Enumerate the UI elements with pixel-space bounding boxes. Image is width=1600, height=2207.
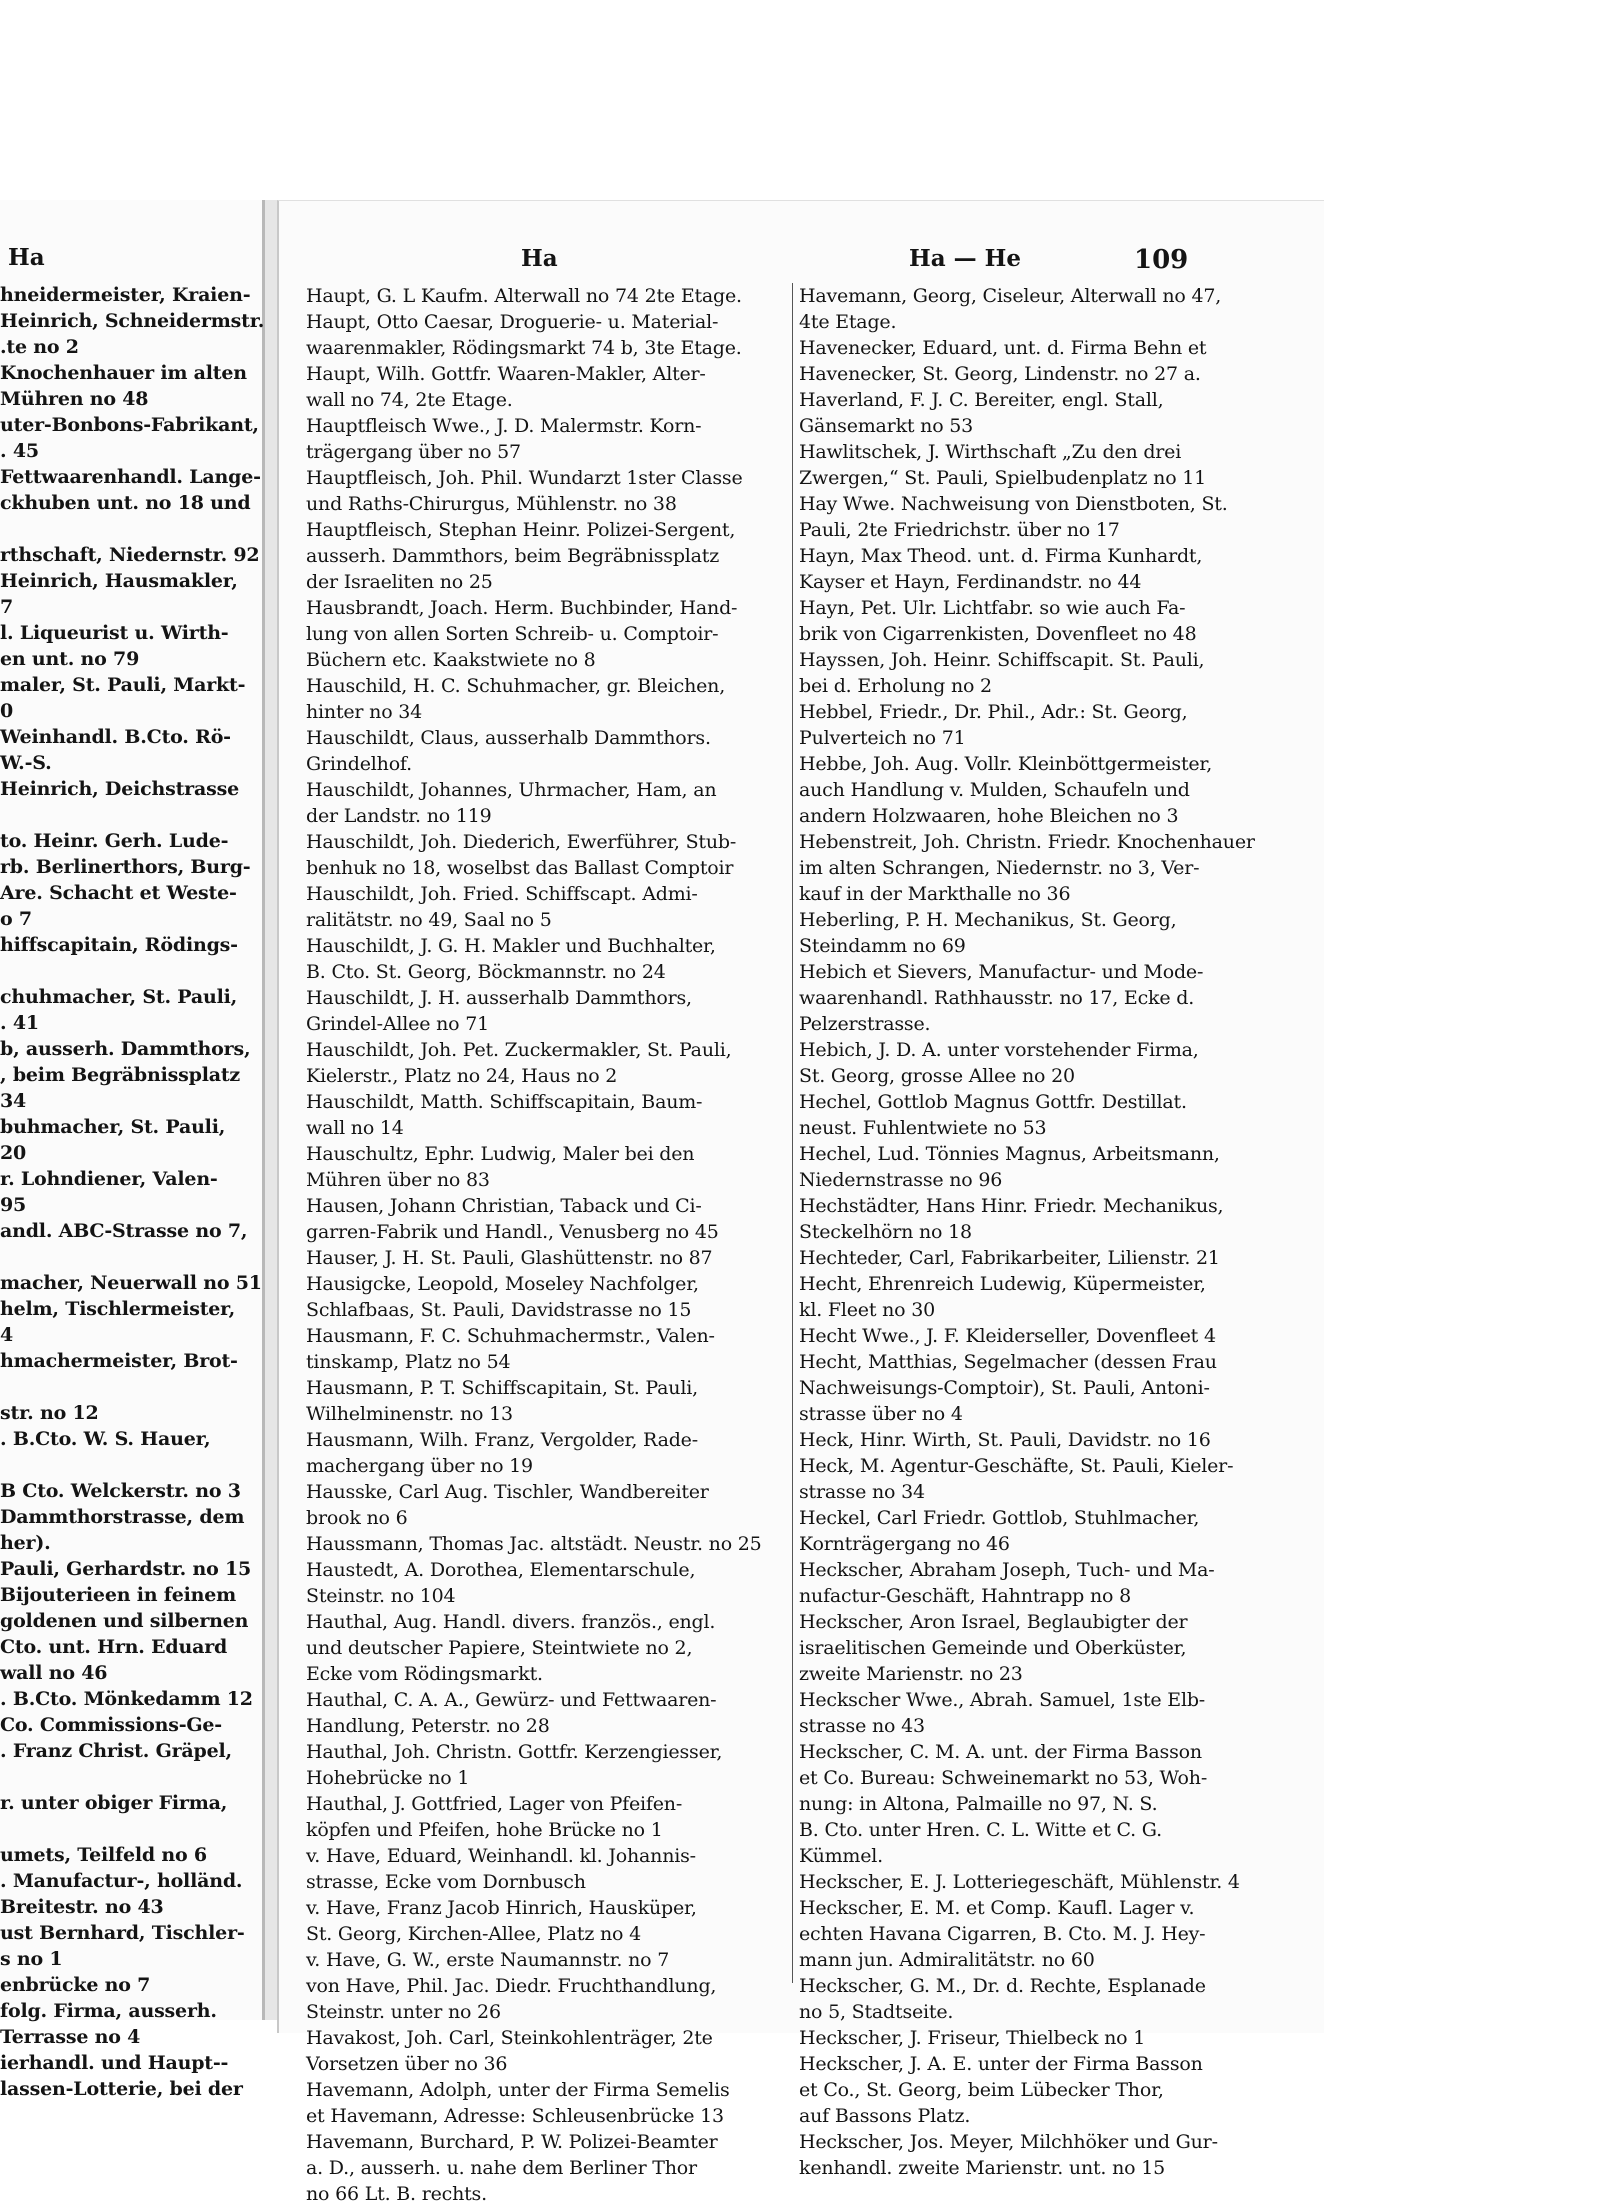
directory-entry-line xyxy=(0,516,258,542)
directory-entry-line: Fettwaarenhandl. Lange- xyxy=(0,466,261,488)
directory-entry-line: 34 xyxy=(0,1090,27,1112)
directory-entry-line: Heinrich, Schneidermstr. xyxy=(0,310,265,332)
directory-entry-line: Steinstr. no 104 xyxy=(306,1585,456,1607)
directory-entry-line: Heckscher, Aron Israel, Beglaubigter der xyxy=(799,1611,1188,1633)
directory-entry-line: Ecke vom Rödingsmarkt. xyxy=(306,1663,543,1685)
directory-entry-line: von Have, Phil. Jac. Diedr. Fruchthandlung, xyxy=(306,1975,717,1997)
directory-entry-line: brook no 6 xyxy=(306,1507,408,1529)
directory-entry-line: Hebich, J. D. A. unter vorstehender Firma, xyxy=(799,1039,1199,1061)
directory-entry-line: Pauli, Gerhardstr. no 15 xyxy=(0,1558,252,1580)
directory-entry-line: Heberling, P. H. Mechanikus, St. Georg, xyxy=(799,909,1177,931)
directory-entry-line: tinskamp, Platz no 54 xyxy=(306,1351,511,1373)
directory-entry-line: r. Lohndiener, Valen- xyxy=(0,1168,218,1190)
directory-entry-line: Havemann, Georg, Ciseleur, Alterwall no 47, xyxy=(799,285,1222,307)
directory-entry-line: v. Have, Eduard, Weinhandl. kl. Johannis- xyxy=(306,1845,696,1867)
running-head-right: Ha — He xyxy=(909,245,1022,272)
directory-entry-line: garren-Fabrik und Handl., Venusberg no 45 xyxy=(306,1221,719,1243)
directory-entry-line: kauf in der Markthalle no 36 xyxy=(799,883,1071,905)
directory-entry-line: Hausigcke, Leopold, Moseley Nachfolger, xyxy=(306,1273,699,1295)
directory-entry-line: Büchern etc. Kaakstwiete no 8 xyxy=(306,649,596,671)
column-divider xyxy=(792,283,793,1983)
directory-entry-line: Kielerstr., Platz no 24, Haus no 2 xyxy=(306,1065,618,1087)
directory-entry-line: Wilhelminenstr. no 13 xyxy=(306,1403,513,1425)
directory-entry-line: rb. Berlinerthors, Burg- xyxy=(0,856,251,878)
directory-entry-line: echten Havana Cigarren, B. Cto. M. J. Hey- xyxy=(799,1923,1206,1945)
left-page-header xyxy=(0,244,262,280)
directory-entry-line xyxy=(0,802,258,828)
directory-entry-line: der Landstr. no 119 xyxy=(306,805,492,827)
directory-entry-line: et Havemann, Adresse: Schleusenbrücke 13 xyxy=(306,2105,724,2127)
directory-entry-line: et Co., St. Georg, beim Lübecker Thor, xyxy=(799,2079,1164,2101)
directory-entry-line: Heck, Hinr. Wirth, St. Pauli, Davidstr. no 16 xyxy=(799,1429,1211,1451)
directory-entry-line: macher, Neuerwall no 51 xyxy=(0,1272,262,1294)
directory-entry-line: Bijouterieen in feinem xyxy=(0,1584,237,1606)
directory-entry-line: Kornträgergang no 46 xyxy=(799,1533,1010,1555)
directory-entry-line: Hausen, Johann Christian, Taback und Ci- xyxy=(306,1195,702,1217)
directory-entry-line: Haustedt, A. Dorothea, Elementarschule, xyxy=(306,1559,696,1581)
directory-entry-line: folg. Firma, ausserh. xyxy=(0,2000,217,2022)
directory-entry-line: umets, Teilfeld no 6 xyxy=(0,1844,207,1866)
directory-entry-line: wall no 46 xyxy=(0,1662,108,1684)
directory-entry-line: Hausske, Carl Aug. Tischler, Wandbereiter xyxy=(306,1481,709,1503)
directory-entry-line: Heckel, Carl Friedr. Gottlob, Stuhlmacher, xyxy=(799,1507,1200,1529)
directory-entry-line: andern Holzwaaren, hohe Bleichen no 3 xyxy=(799,805,1179,827)
directory-entry-line: Grindelhof. xyxy=(306,753,412,775)
directory-entry-line: str. no 12 xyxy=(0,1402,99,1424)
directory-entry-line: israelitischen Gemeinde und Oberküster, xyxy=(799,1637,1187,1659)
directory-entry-line: v. Have, G. W., erste Naumannstr. no 7 xyxy=(306,1949,670,1971)
directory-entry-line: . Franz Christ. Gräpel, xyxy=(0,1740,232,1762)
directory-entry-line: wall no 74, 2te Etage. xyxy=(306,389,513,411)
directory-entry-line: W.-S. xyxy=(0,752,52,774)
directory-entry-line: trägergang über no 57 xyxy=(306,441,521,463)
directory-entry-line: andl. ABC-Strasse no 7, xyxy=(0,1220,248,1242)
directory-entry-line xyxy=(0,1452,258,1478)
directory-entry-line: o 7 xyxy=(0,908,32,930)
directory-entry-line: Zwergen,“ St. Pauli, Spielbudenplatz no 11 xyxy=(799,467,1207,489)
directory-entry-line: B. Cto. St. Georg, Böckmannstr. no 24 xyxy=(306,961,666,983)
directory-entry-line: Hausmann, F. C. Schuhmachermstr., Valen- xyxy=(306,1325,715,1347)
left-running-head: Ha xyxy=(8,244,45,271)
directory-entry-line: rthschaft, Niedernstr. 92 xyxy=(0,544,260,566)
directory-entry-line: Breitestr. no 43 xyxy=(0,1896,164,1918)
directory-entry-line: r. unter obiger Firma, xyxy=(0,1792,228,1814)
directory-entry-line: Co. Commissions-Ge- xyxy=(0,1714,222,1736)
directory-entry-line: benhuk no 18, woselbst das Ballast Comptoir xyxy=(306,857,734,879)
directory-entry-line: strasse, Ecke vom Dornbusch xyxy=(306,1871,586,1893)
directory-entry-line: 4te Etage. xyxy=(799,311,897,333)
directory-entry-line: no 66 Lt. B. rechts. xyxy=(306,2183,487,2205)
directory-entry-line: 4 xyxy=(0,1324,14,1346)
directory-entry-line: Hebbe, Joh. Aug. Vollr. Kleinböttgermeister, xyxy=(799,753,1213,775)
directory-entry-line: Hechstädter, Hans Hinr. Friedr. Mechanikus, xyxy=(799,1195,1224,1217)
directory-entry-line: Hauthal, J. Gottfried, Lager von Pfeifen- xyxy=(306,1793,683,1815)
directory-entry-line: St. Georg, grosse Allee no 20 xyxy=(799,1065,1075,1087)
directory-entry-line: ralitätstr. no 49, Saal no 5 xyxy=(306,909,552,931)
directory-entry-line: Pelzerstrasse. xyxy=(799,1013,931,1035)
directory-entry-line: 0 xyxy=(0,700,14,722)
directory-entry-line: Haussmann, Thomas Jac. altstädt. Neustr. no 25 xyxy=(306,1533,762,1555)
directory-entry-line: Nachweisungs-Comptoir), St. Pauli, Antoni- xyxy=(799,1377,1210,1399)
directory-entry-line: . B.Cto. Mönkedamm 12 xyxy=(0,1688,253,1710)
directory-entry-line: Heckscher, C. M. A. unt. der Firma Basson xyxy=(799,1741,1202,1763)
directory-entry-line: bei d. Erholung no 2 xyxy=(799,675,992,697)
directory-entry-line: Hechel, Lud. Tönnies Magnus, Arbeitsmann, xyxy=(799,1143,1220,1165)
directory-entry-line: Hauthal, Joh. Christn. Gottfr. Kerzengiesser, xyxy=(306,1741,723,1763)
directory-entry-line: Steckelhörn no 18 xyxy=(799,1221,972,1243)
directory-entry-line: Hauschildt, J. G. H. Makler und Buchhalter, xyxy=(306,935,716,957)
directory-entry-line: Heckscher, Jos. Meyer, Milchhöker und Gur- xyxy=(799,2131,1218,2153)
directory-entry-line: strasse no 34 xyxy=(799,1481,925,1503)
directory-entry-line: Hauschildt, Claus, ausserhalb Dammthors. xyxy=(306,727,711,749)
directory-entry-line: brik von Cigarrenkisten, Dovenfleet no 48 xyxy=(799,623,1197,645)
directory-entry-line: Hauschild, H. C. Schuhmacher, gr. Bleichen, xyxy=(306,675,726,697)
directory-entry-line: Heckscher, J. Friseur, Thielbeck no 1 xyxy=(799,2027,1146,2049)
directory-entry-line: Heck, M. Agentur-Geschäfte, St. Pauli, Kieler- xyxy=(799,1455,1234,1477)
directory-entry-line: B Cto. Welckerstr. no 3 xyxy=(0,1480,241,1502)
directory-entry-line: to. Heinr. Gerh. Lude- xyxy=(0,830,229,852)
directory-entry-line: Hauptfleisch, Stephan Heinr. Polizei-Sergent, xyxy=(306,519,736,541)
directory-column-2 xyxy=(799,283,1307,2181)
directory-entry-line: machergang über no 19 xyxy=(306,1455,533,1477)
directory-entry-line: hneidermeister, Kraien- xyxy=(0,284,251,306)
directory-entry-line: Hauschildt, Joh. Fried. Schiffscapt. Admi- xyxy=(306,883,698,905)
directory-entry-line: Havemann, Burchard, P. W. Polizei-Beamter xyxy=(306,2131,718,2153)
directory-entry-line: zweite Marienstr. no 23 xyxy=(799,1663,1023,1685)
directory-entry-line: Heckscher, Abraham Joseph, Tuch- und Ma- xyxy=(799,1559,1215,1581)
right-page xyxy=(277,200,1324,2205)
directory-entry-line: Hauschildt, Joh. Pet. Zuckermakler, St. Pauli, xyxy=(306,1039,732,1061)
directory-entry-line: Haupt, Wilh. Gottfr. Waaren-Makler, Alter- xyxy=(306,363,706,385)
directory-entry-line: Hayssen, Joh. Heinr. Schiffscapit. St. Pauli, xyxy=(799,649,1205,671)
directory-entry-line: helm, Tischlermeister, xyxy=(0,1298,236,1320)
directory-entry-line: Heckscher, E. J. Lotteriegeschäft, Mühlenstr. 4 xyxy=(799,1871,1240,1893)
directory-entry-line: Dammthorstrasse, dem xyxy=(0,1506,245,1528)
directory-entry-line: Heckscher, E. M. et Comp. Kaufl. Lager v. xyxy=(799,1897,1195,1919)
directory-entry-line: lung von allen Sorten Schreib- u. Comptoir- xyxy=(306,623,719,645)
directory-entry-line: Mühren über no 83 xyxy=(306,1169,490,1191)
directory-entry-line: Hausmann, P. T. Schiffscapitain, St. Pauli, xyxy=(306,1377,698,1399)
directory-entry-line: 20 xyxy=(0,1142,27,1164)
directory-entry-line: köpfen und Pfeifen, hohe Brücke no 1 xyxy=(306,1819,663,1841)
directory-entry-line: a. D., ausserh. u. nahe dem Berliner Thor xyxy=(306,2157,697,2179)
directory-entry-line: . 41 xyxy=(0,1012,39,1034)
directory-entry-line: . Manufactur-, holländ. xyxy=(0,1870,243,1892)
directory-entry-line: kl. Fleet no 30 xyxy=(799,1299,935,1321)
directory-entry-line: Schlafbaas, St. Pauli, Davidstrasse no 15 xyxy=(306,1299,692,1321)
directory-entry-line: hinter no 34 xyxy=(306,701,423,723)
directory-entry-line: Terrasse no 4 xyxy=(0,2026,141,2048)
directory-entry-line: neust. Fuhlentwiete no 53 xyxy=(799,1117,1047,1139)
directory-entry-line: Kümmel. xyxy=(799,1845,884,1867)
directory-entry-line: maler, St. Pauli, Markt- xyxy=(0,674,246,696)
directory-entry-line: Kayser et Hayn, Ferdinandstr. no 44 xyxy=(799,571,1142,593)
directory-entry-line: lassen-Lotterie, bei der xyxy=(0,2078,243,2100)
directory-entry-line: wall no 14 xyxy=(306,1117,404,1139)
directory-entry-line: Weinhandl. B.Cto. Rö- xyxy=(0,726,231,748)
directory-entry-line: Hayn, Max Theod. unt. d. Firma Kunhardt, xyxy=(799,545,1203,567)
directory-entry-line: hiffscapitain, Rödings- xyxy=(0,934,238,956)
directory-entry-line: Hawlitschek, J. Wirthschaft „Zu den drei xyxy=(799,441,1182,463)
directory-entry-line: Heckscher Wwe., Abrah. Samuel, 1ste Elb- xyxy=(799,1689,1206,1711)
directory-entry-line xyxy=(0,1816,258,1842)
directory-entry-line xyxy=(0,1374,258,1400)
directory-entry-line: buhmacher, St. Pauli, xyxy=(0,1116,226,1138)
directory-entry-line: Havenecker, St. Georg, Lindenstr. no 27 a. xyxy=(799,363,1201,385)
directory-entry-line: Havenecker, Eduard, unt. d. Firma Behn et xyxy=(799,337,1207,359)
directory-entry-line: Hauptfleisch Wwe., J. D. Malermstr. Korn- xyxy=(306,415,702,437)
running-head-left: Ha xyxy=(521,245,558,272)
directory-entry-line: s no 1 xyxy=(0,1948,63,1970)
directory-entry-line: und deutscher Papiere, Steintwiete no 2, xyxy=(306,1637,693,1659)
directory-entry-line: nung: in Altona, Palmaille no 97, N. S. xyxy=(799,1793,1158,1815)
directory-entry-line: hmachermeister, Brot- xyxy=(0,1350,238,1372)
directory-entry-line: und Raths-Chirurgus, Mühlenstr. no 38 xyxy=(306,493,677,515)
directory-entry-line: chuhmacher, St. Pauli, xyxy=(0,986,238,1008)
directory-entry-line: , beim Begräbnissplatz xyxy=(0,1064,240,1086)
directory-entry-line: enbrücke no 7 xyxy=(0,1974,151,1996)
directory-entry-line: Pulverteich no 71 xyxy=(799,727,966,749)
directory-entry-line: Hecht Wwe., J. F. Kleiderseller, Dovenfleet 4 xyxy=(799,1325,1216,1347)
directory-entry-line: Hayn, Pet. Ulr. Lichtfabr. so wie auch Fa- xyxy=(799,597,1186,619)
directory-entry-line: ausserh. Dammthors, beim Begräbnissplatz xyxy=(306,545,720,567)
directory-entry-line: b, ausserh. Dammthors, xyxy=(0,1038,251,1060)
directory-entry-line: .te no 2 xyxy=(0,336,79,358)
directory-entry-line: Hebbel, Friedr., Dr. Phil., Adr.: St. Georg, xyxy=(799,701,1188,723)
directory-entry-line: Hebenstreit, Joh. Christn. Friedr. Knochenhauer xyxy=(799,831,1255,853)
directory-entry-line: Heinrich, Deichstrasse xyxy=(0,778,239,800)
directory-entry-line: Heinrich, Hausmakler, xyxy=(0,570,238,592)
directory-entry-line: Hauser, J. H. St. Pauli, Glashüttenstr. no 87 xyxy=(306,1247,713,1269)
directory-entry-line: Hecht, Ehrenreich Ludewig, Küpermeister, xyxy=(799,1273,1206,1295)
directory-entry-line: Hauschultz, Ephr. Ludwig, Maler bei den xyxy=(306,1143,695,1165)
directory-entry-line: im alten Schrangen, Niedernstr. no 3, Ver- xyxy=(799,857,1200,879)
directory-entry-line: ckhuben unt. no 18 und xyxy=(0,492,251,514)
directory-entry-line: Haupt, Otto Caesar, Droguerie- u. Material- xyxy=(306,311,719,333)
right-page-header xyxy=(279,245,1324,281)
directory-entry-line: Hechel, Gottlob Magnus Gottfr. Destillat. xyxy=(799,1091,1187,1113)
directory-entry-line: Hauthal, C. A. A., Gewürz- und Fettwaaren- xyxy=(306,1689,717,1711)
directory-entry-line: 95 xyxy=(0,1194,27,1216)
directory-entry-line: Steinstr. unter no 26 xyxy=(306,2001,501,2023)
directory-entry-line: Hauschildt, Matth. Schiffscapitain, Baum- xyxy=(306,1091,703,1113)
directory-entry-line: Hauptfleisch, Joh. Phil. Wundarzt 1ster Classe xyxy=(306,467,743,489)
directory-entry-line: Knochenhauer im alten xyxy=(0,362,247,384)
directory-entry-line: Steindamm no 69 xyxy=(799,935,966,957)
left-page-column xyxy=(0,282,265,2102)
directory-entry-line: strasse no 43 xyxy=(799,1715,925,1737)
directory-entry-line: Hauschildt, J. H. ausserhalb Dammthors, xyxy=(306,987,692,1009)
directory-entry-line: en unt. no 79 xyxy=(0,648,140,670)
directory-entry-line: Gänsemarkt no 53 xyxy=(799,415,974,437)
directory-entry-line: l. Liqueurist u. Wirth- xyxy=(0,622,229,644)
directory-column-1 xyxy=(306,283,784,2207)
directory-entry-line: Hausmann, Wilh. Franz, Vergolder, Rade- xyxy=(306,1429,698,1451)
directory-entry-line: Havemann, Adolph, unter der Firma Semelis xyxy=(306,2079,730,2101)
directory-entry-line: St. Georg, Kirchen-Allee, Platz no 4 xyxy=(306,1923,641,1945)
directory-entry-line: Hauschildt, Johannes, Uhrmacher, Ham, an xyxy=(306,779,717,801)
directory-entry-line: Mühren no 48 xyxy=(0,388,149,410)
directory-entry-line: waarenmakler, Rödingsmarkt 74 b, 3te Etage. xyxy=(306,337,742,359)
directory-entry-line: Haupt, G. L Kaufm. Alterwall no 74 2te Etage. xyxy=(306,285,742,307)
directory-entry-line xyxy=(0,1764,258,1790)
directory-entry-line: der Israeliten no 25 xyxy=(306,571,493,593)
directory-entry-line: Pauli, 2te Friedrichstr. über no 17 xyxy=(799,519,1120,541)
directory-entry-line: no 5, Stadtseite. xyxy=(799,2001,954,2023)
directory-entry-line: B. Cto. unter Hren. C. L. Witte et C. G. xyxy=(799,1819,1162,1841)
directory-entry-line: 7 xyxy=(0,596,14,618)
directory-entry-line: Handlung, Peterstr. no 28 xyxy=(306,1715,550,1737)
directory-entry-line: . B.Cto. W. S. Hauer, xyxy=(0,1428,211,1450)
directory-entry-line: Grindel-Allee no 71 xyxy=(306,1013,489,1035)
directory-entry-line: et Co. Bureau: Schweinemarkt no 53, Woh- xyxy=(799,1767,1208,1789)
directory-entry-line: kenhandl. zweite Marienstr. unt. no 15 xyxy=(799,2157,1165,2179)
directory-entry-line: Heckscher, G. M., Dr. d. Rechte, Esplanade xyxy=(799,1975,1206,1997)
directory-entry-line: Cto. unt. Hrn. Eduard xyxy=(0,1636,228,1658)
left-page xyxy=(0,200,265,2100)
directory-entry-line: Hausbrandt, Joach. Herm. Buchbinder, Hand- xyxy=(306,597,738,619)
directory-entry-line xyxy=(0,958,258,984)
directory-entry-line: ierhandl. und Haupt-- xyxy=(0,2052,229,2074)
directory-entry-line: Hauthal, Aug. Handl. divers. französ., engl. xyxy=(306,1611,716,1633)
directory-entry-line: Heckscher, J. A. E. unter der Firma Basson xyxy=(799,2053,1203,2075)
directory-entry-line: Are. Schacht et Weste- xyxy=(0,882,237,904)
directory-entry-line: mann jun. Admiralitätstr. no 60 xyxy=(799,1949,1095,1971)
directory-entry-line: Havakost, Joh. Carl, Steinkohlenträger, 2te xyxy=(306,2027,713,2049)
directory-entry-line xyxy=(0,1244,258,1270)
directory-entry-line: Hauschildt, Joh. Diederich, Ewerführer, Stub- xyxy=(306,831,737,853)
directory-entry-line: uter-Bonbons-Fabrikant, xyxy=(0,414,259,436)
directory-entry-line: auch Handlung v. Mulden, Schaufeln und xyxy=(799,779,1190,801)
directory-entry-line: Niedernstrasse no 96 xyxy=(799,1169,1003,1191)
directory-entry-line: Haverland, F. J. C. Bereiter, engl. Stall, xyxy=(799,389,1164,411)
directory-entry-line: goldenen und silbernen xyxy=(0,1610,249,1632)
directory-entry-line: strasse über no 4 xyxy=(799,1403,963,1425)
directory-entry-line: Hohebrücke no 1 xyxy=(306,1767,470,1789)
directory-entry-line: Hecht, Matthias, Segelmacher (dessen Frau xyxy=(799,1351,1217,1373)
directory-entry-line: auf Bassons Platz. xyxy=(799,2105,971,2127)
directory-entry-line: ust Bernhard, Tischler- xyxy=(0,1922,245,1944)
directory-entry-line: nufactur-Geschäft, Hahntrapp no 8 xyxy=(799,1585,1131,1607)
directory-entry-line: Hechteder, Carl, Fabrikarbeiter, Lilienstr. 21 xyxy=(799,1247,1220,1269)
directory-entry-line: Vorsetzen über no 36 xyxy=(306,2053,508,2075)
directory-entry-line: waarenhandl. Rathhausstr. no 17, Ecke d. xyxy=(799,987,1195,1009)
directory-entry-line: v. Have, Franz Jacob Hinrich, Hausküper, xyxy=(306,1897,697,1919)
page-number: 109 xyxy=(1134,245,1189,275)
directory-entry-line: . 45 xyxy=(0,440,39,462)
directory-entry-line: Hay Wwe. Nachweisung von Dienstboten, St. xyxy=(799,493,1228,515)
directory-entry-line: her). xyxy=(0,1532,51,1554)
directory-entry-line: Hebich et Sievers, Manufactur- und Mode- xyxy=(799,961,1204,983)
